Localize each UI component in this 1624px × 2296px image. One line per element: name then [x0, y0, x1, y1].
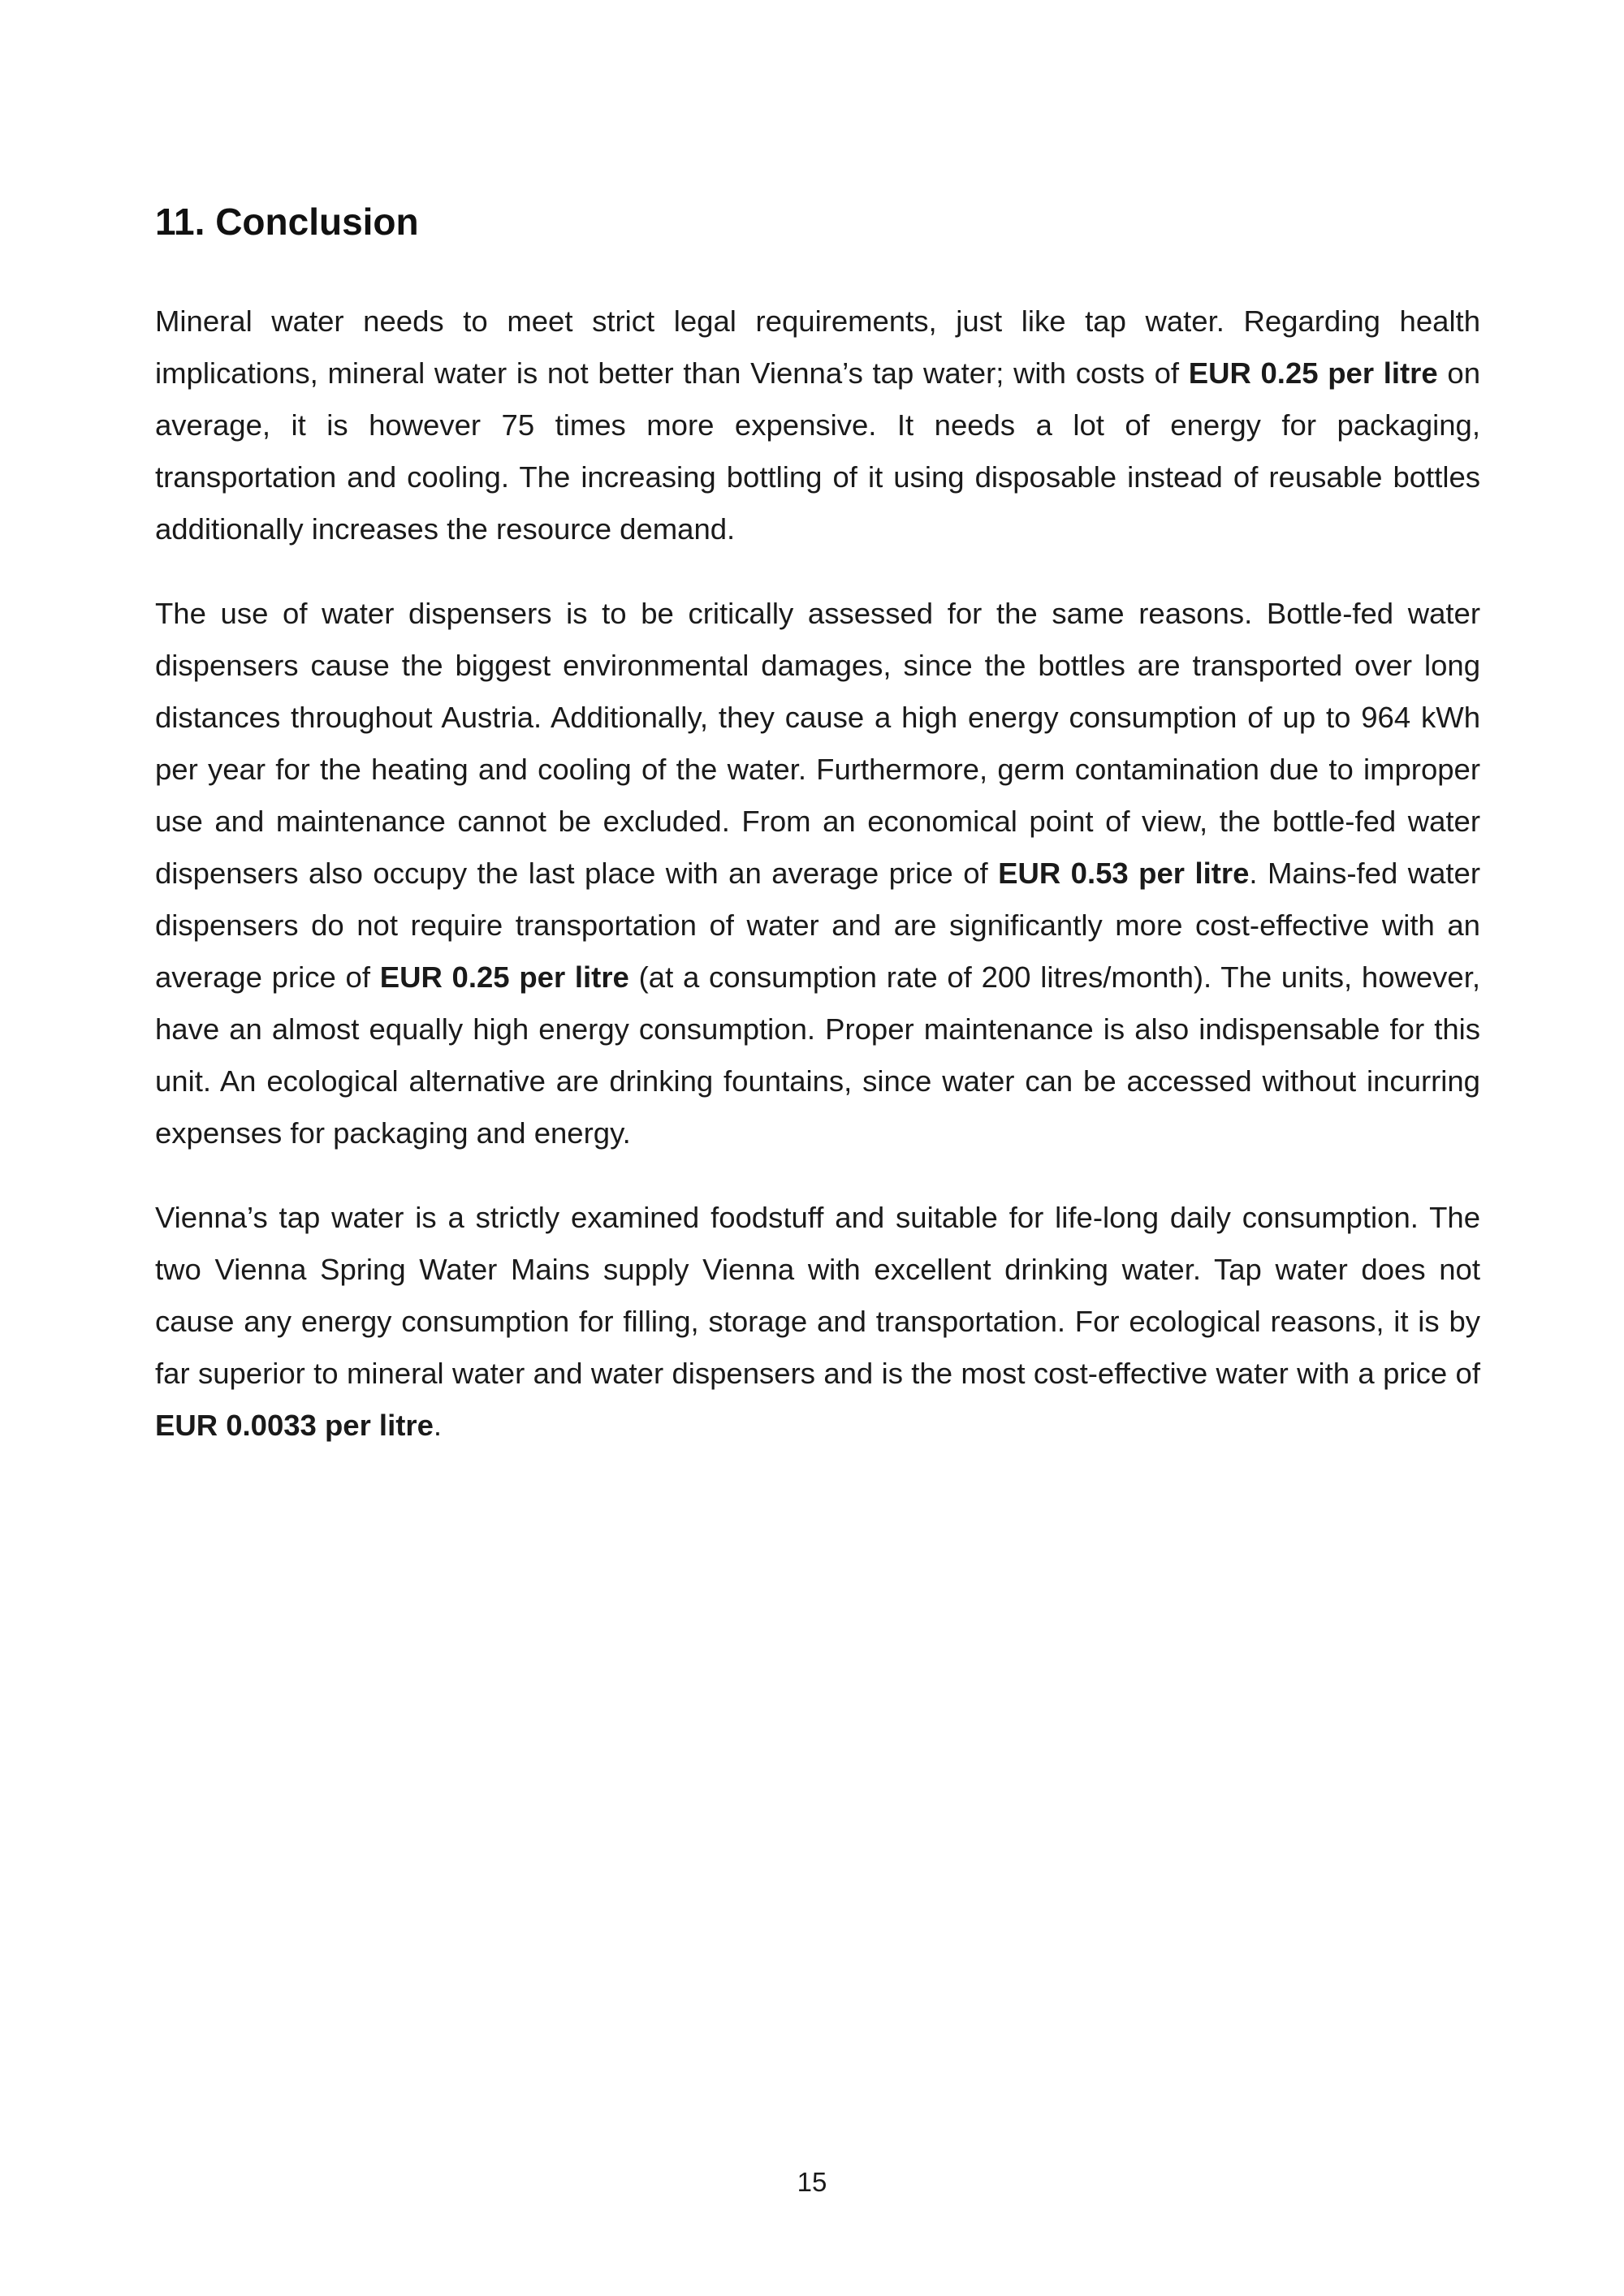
price-highlight: EUR 0.25 per litre [379, 960, 629, 994]
section-heading: 11. Conclusion [155, 201, 419, 243]
page-number: 15 [797, 2167, 827, 2197]
paragraph-text: The use of water dispensers is to be critically assessed for the same reasons. Bottle-fed water dispensers cause the biggest environmental damages, since the bottles are transported over long distances throughout Austria. Additionally, they cause a high energy consumption of up to 964 kWh per year for the heating and cooling of the water. Furthermore, germ contamination due to improper use and maintenance cannot be excluded. From an economical point of view, the bottle-fed water dispensers also occupy the last place with an average price of [155, 597, 1480, 890]
paragraph-text: Vienna’s tap water is a strictly examined foodstuff and suitable for life-long daily consumption. The two Vienna Spring Water Mains supply Vienna with excellent drinking water. Tap water does not cause any energy consumption for filling, storage and transportation. For ecological reasons, it is by far superior to mineral water and water dispensers and is the most cost-effective water with a price of [155, 1201, 1480, 1390]
price-highlight: EUR 0.53 per litre [998, 857, 1250, 890]
paragraph-text: . Mains-fed water dispensers do not require transportation of water and are significantly more cost-effective with an average price of [155, 857, 1481, 994]
paragraph-text: . [433, 1409, 443, 1442]
paragraph-text: Mineral water needs to meet strict legal requirements, just like tap water. Regarding health implications, mineral water is not better than Vienna’s tap water; with costs of [155, 304, 1480, 390]
body-text [155, 296, 1480, 1484]
paragraph-text: on average, it is however 75 times more expensive. It needs a lot of energy for packaging, transportation and cooling. The increasing bottling of it using disposable instead of reusable bottles additionally increases the resource demand. [155, 356, 1480, 546]
paragraph-mineral-water [155, 296, 1480, 555]
paragraph-text: (at a consumption rate of 200 litres/month). The units, however, have an almost equally high energy consumption. Proper maintenance is also indispensable for this unit. An ecological alternative are drinking fountains, since water can be accessed without incurring expenses for packaging and energy. [155, 960, 1481, 1150]
price-highlight: EUR 0.25 per litre [1188, 356, 1438, 390]
paragraph-water-dispensers [155, 588, 1480, 1159]
paragraph-tap-water [155, 1192, 1480, 1452]
price-highlight: EUR 0.0033 per litre [155, 1409, 434, 1442]
